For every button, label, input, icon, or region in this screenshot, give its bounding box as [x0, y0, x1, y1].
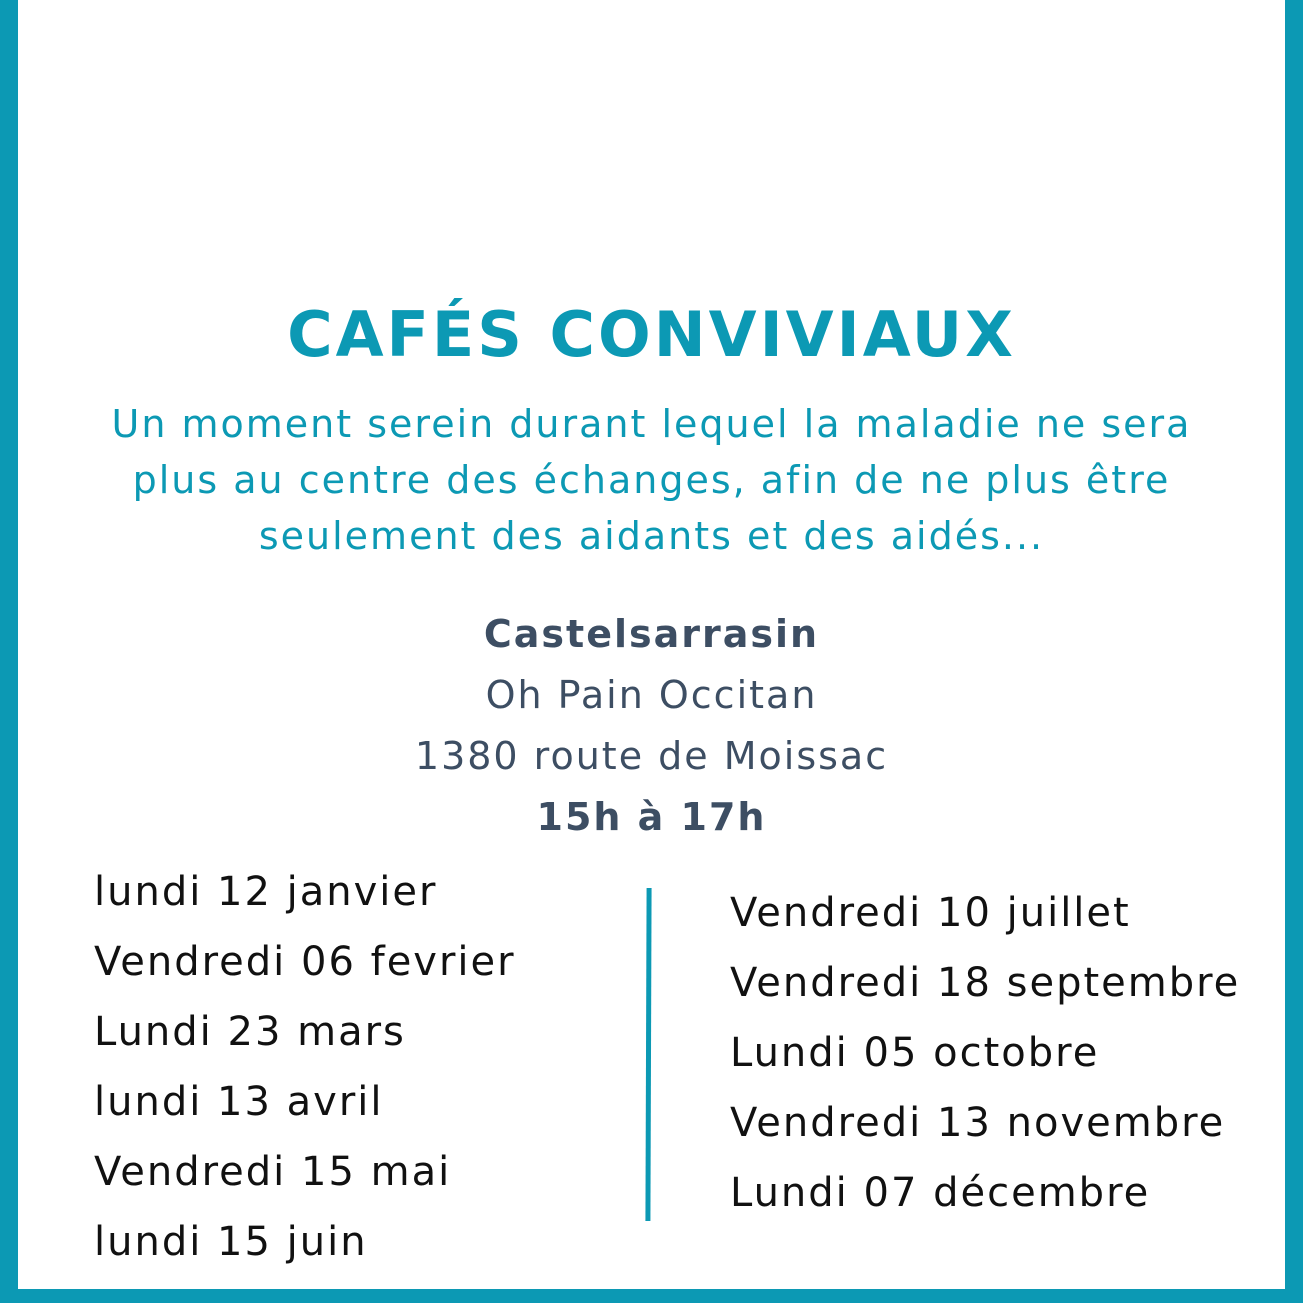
- venue-place: Oh Pain Occitan: [485, 673, 818, 717]
- subtitle: [38, 396, 1265, 564]
- venue-block: [18, 604, 1285, 848]
- subtitle-line: plus au centre des échanges, afin de ne plus être: [132, 458, 1171, 502]
- date-item: Lundi 23 mars: [94, 1009, 406, 1055]
- venue-city: Castelsarrasin: [483, 612, 820, 656]
- date-item: lundi 12 janvier: [94, 869, 438, 915]
- date-item: lundi 15 juin: [94, 1219, 368, 1265]
- subtitle-line: seulement des aidants et des aidés...: [258, 514, 1045, 558]
- date-item: Lundi 05 octobre: [730, 1030, 1100, 1076]
- date-item: Vendredi 06 fevrier: [94, 939, 516, 985]
- dates-column-left: [94, 857, 516, 1277]
- page-title: CAFÉS CONVIVIAUX: [287, 298, 1016, 371]
- date-item: Vendredi 18 septembre: [730, 960, 1241, 1006]
- date-item: Vendredi 10 juillet: [730, 890, 1131, 936]
- date-item: Lundi 07 décembre: [730, 1170, 1151, 1216]
- subtitle-line: Un moment serein durant lequel la maladie ne sera: [111, 402, 1192, 446]
- venue-hours: 15h à 17h: [536, 795, 767, 839]
- venue-address: 1380 route de Moissac: [414, 734, 889, 778]
- date-item: Vendredi 15 mai: [94, 1149, 452, 1195]
- date-item: Vendredi 13 novembre: [730, 1100, 1226, 1146]
- dates-column-right: [730, 878, 1240, 1228]
- column-divider: [645, 888, 651, 1221]
- date-item: lundi 13 avril: [94, 1079, 384, 1125]
